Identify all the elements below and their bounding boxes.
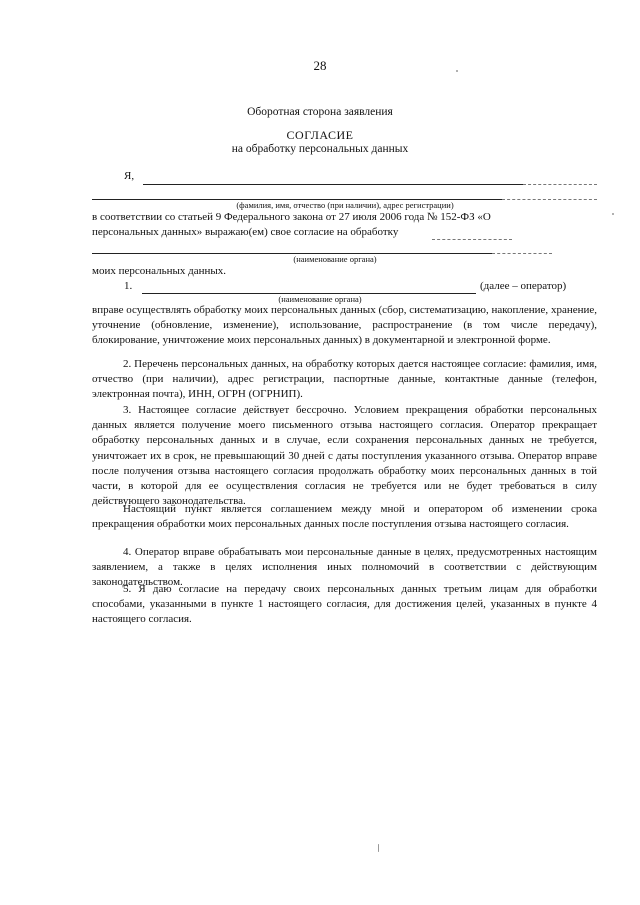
organ-field-line-faint [492, 253, 552, 254]
scan-speck [378, 844, 379, 852]
item-2: 2. Перечень персональных данных, на обработку которых дается настоящее согласие: фамилия, имя, отчество (при наличии), адрес регистрации, паспортные данные, контактные данные (телефон, электронная почта), ИНН, ОГРН (ОГРНИП). [92, 358, 597, 401]
organ-field-line-tail [432, 239, 512, 240]
caption-fio: (фамилия, имя, отчество (при наличии), адрес регистрации) [236, 200, 454, 210]
item-4: 4. Оператор вправе обрабатывать мои персональные данные в целях, предусмотренных настоящим заявлением, а также в целях исполнения иных полномочий в соответствии с действующим законодательством. [92, 546, 597, 589]
item-3-note: Настоящий пункт является соглашением между мной и оператором об изменении срока прекращения обработки моих персональных данных после поступления отзыва настоящего согласия. [92, 503, 597, 531]
scan-speck [456, 70, 458, 72]
law-reference-line-2: персональных данных» выражаю(ем) свое согласие на обработку [92, 226, 399, 238]
caption-organ-2: (наименование органа) [278, 294, 362, 304]
item-5: 5. Я даю согласие на передачу своих персональных данных третьим лицам для обработки способами, указанными в пункте 1 настоящего согласия, для достижения целей, указанных в пункте 4 настоящего согласия. [92, 583, 597, 626]
item-1-body: вправе осуществлять обработку моих персональных данных (сбор, систематизацию, накопление, хранение, уточнение (обновление, изменение), использование, распространение (в том числе передачу), блокирование, уничтожение моих персональных данных) в документарной и электронной форме. [92, 304, 597, 347]
i-label: Я, [124, 170, 135, 182]
document-subtitle: на обработку персональных данных [231, 143, 409, 155]
side-title: Оборотная сторона заявления [247, 106, 393, 118]
law-reference-line-1: в соответствии со статьей 9 Федерального закона от 27 июля 2006 года № 152-ФЗ «О [92, 211, 491, 223]
scan-speck [612, 213, 614, 215]
address-field-line-faint [502, 199, 597, 200]
document-title: СОГЛАСИЕ [286, 128, 354, 142]
name-field-line-faint [523, 184, 597, 185]
item-1-number: 1. [124, 280, 133, 292]
name-field-line [143, 184, 523, 185]
caption-organ-1: (наименование органа) [293, 254, 377, 264]
item-3: 3. Настоящее согласие действует бессрочно. Условием прекращения обработки персональных данных является получение моего письменного отзыва настоящего согласия. Оператор прекращает обработку персональных данных и в случае, если сохранения персональных данных не требуется, уничтожает их в срок, не превышающий 30 дней с даты поступления указанного отзыва. Оператор вправе после получения отзыва настоящего согласия продолжать обработку моих персональных данных в той части, в которой для ее осуществления согласия не требуется или не будет требоваться в силу действующего законодательства. [92, 404, 597, 508]
law-reference-line-3: моих персональных данных. [92, 265, 227, 277]
operator-suffix: (далее – оператор) [480, 280, 567, 292]
page-number: 28 [313, 58, 327, 73]
